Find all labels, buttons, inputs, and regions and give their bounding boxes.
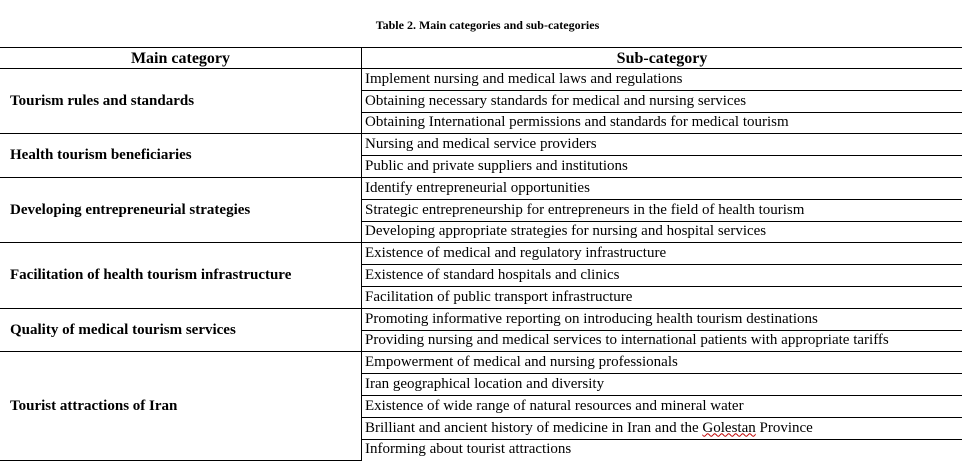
- sub-category-cell: Identify entrepreneurial opportunities: [362, 177, 963, 199]
- spellcheck-underline: Golestan: [702, 419, 756, 436]
- sub-category-cell: Obtaining International permissions and standards for medical tourism: [362, 112, 963, 134]
- main-category-cell: Quality of medical tourism services: [0, 308, 362, 352]
- sub-category-cell: Implement nursing and medical laws and regulations: [362, 69, 963, 91]
- main-category-cell: Facilitation of health tourism infrastructure: [0, 243, 362, 308]
- sub-category-header: Sub-category: [362, 48, 963, 69]
- categories-table: [0, 47, 962, 461]
- main-category-cell: Tourism rules and standards: [0, 69, 362, 134]
- sub-category-cell: Iran geographical location and diversity: [362, 374, 963, 396]
- table-body: [0, 69, 962, 461]
- main-category-header: Main category: [0, 48, 362, 69]
- table-caption: Table 2. Main categories and sub-categories: [375, 18, 600, 32]
- sub-category-cell: Public and private suppliers and institutions: [362, 156, 963, 178]
- sub-category-cell: Providing nursing and medical services to international patients with appropriate tariffs: [362, 330, 963, 352]
- sub-category-cell: Existence of standard hospitals and clinics: [362, 265, 963, 287]
- main-category-cell: Health tourism beneficiaries: [0, 134, 362, 178]
- table-row: [0, 308, 962, 330]
- sub-category-cell: Developing appropriate strategies for nursing and hospital services: [362, 221, 963, 243]
- sub-category-cell: Facilitation of public transport infrastructure: [362, 286, 963, 308]
- sub-category-cell: Existence of wide range of natural resources and mineral water: [362, 395, 963, 417]
- main-category-cell: Tourist attractions of Iran: [0, 352, 362, 460]
- sub-category-cell: Nursing and medical service providers: [362, 134, 963, 156]
- sub-category-cell: Informing about tourist attractions: [362, 439, 963, 460]
- sub-category-cell: Existence of medical and regulatory infrastructure: [362, 243, 963, 265]
- table-row: [0, 243, 962, 265]
- sub-category-cell: Strategic entrepreneurship for entrepreneurs in the field of health tourism: [362, 199, 963, 221]
- table-row: [0, 134, 962, 156]
- table-row: [0, 177, 962, 199]
- table-row: [0, 69, 962, 91]
- sub-category-cell: Empowerment of medical and nursing professionals: [362, 352, 963, 374]
- sub-category-cell: Obtaining necessary standards for medical and nursing services: [362, 90, 963, 112]
- table-header-row: [0, 48, 962, 69]
- main-category-cell: Developing entrepreneurial strategies: [0, 177, 362, 242]
- sub-category-cell: Promoting informative reporting on introducing health tourism destinations: [362, 308, 963, 330]
- table-row: [0, 352, 962, 374]
- sub-category-cell: Brilliant and ancient history of medicine in Iran and the Golestan Province: [362, 417, 963, 439]
